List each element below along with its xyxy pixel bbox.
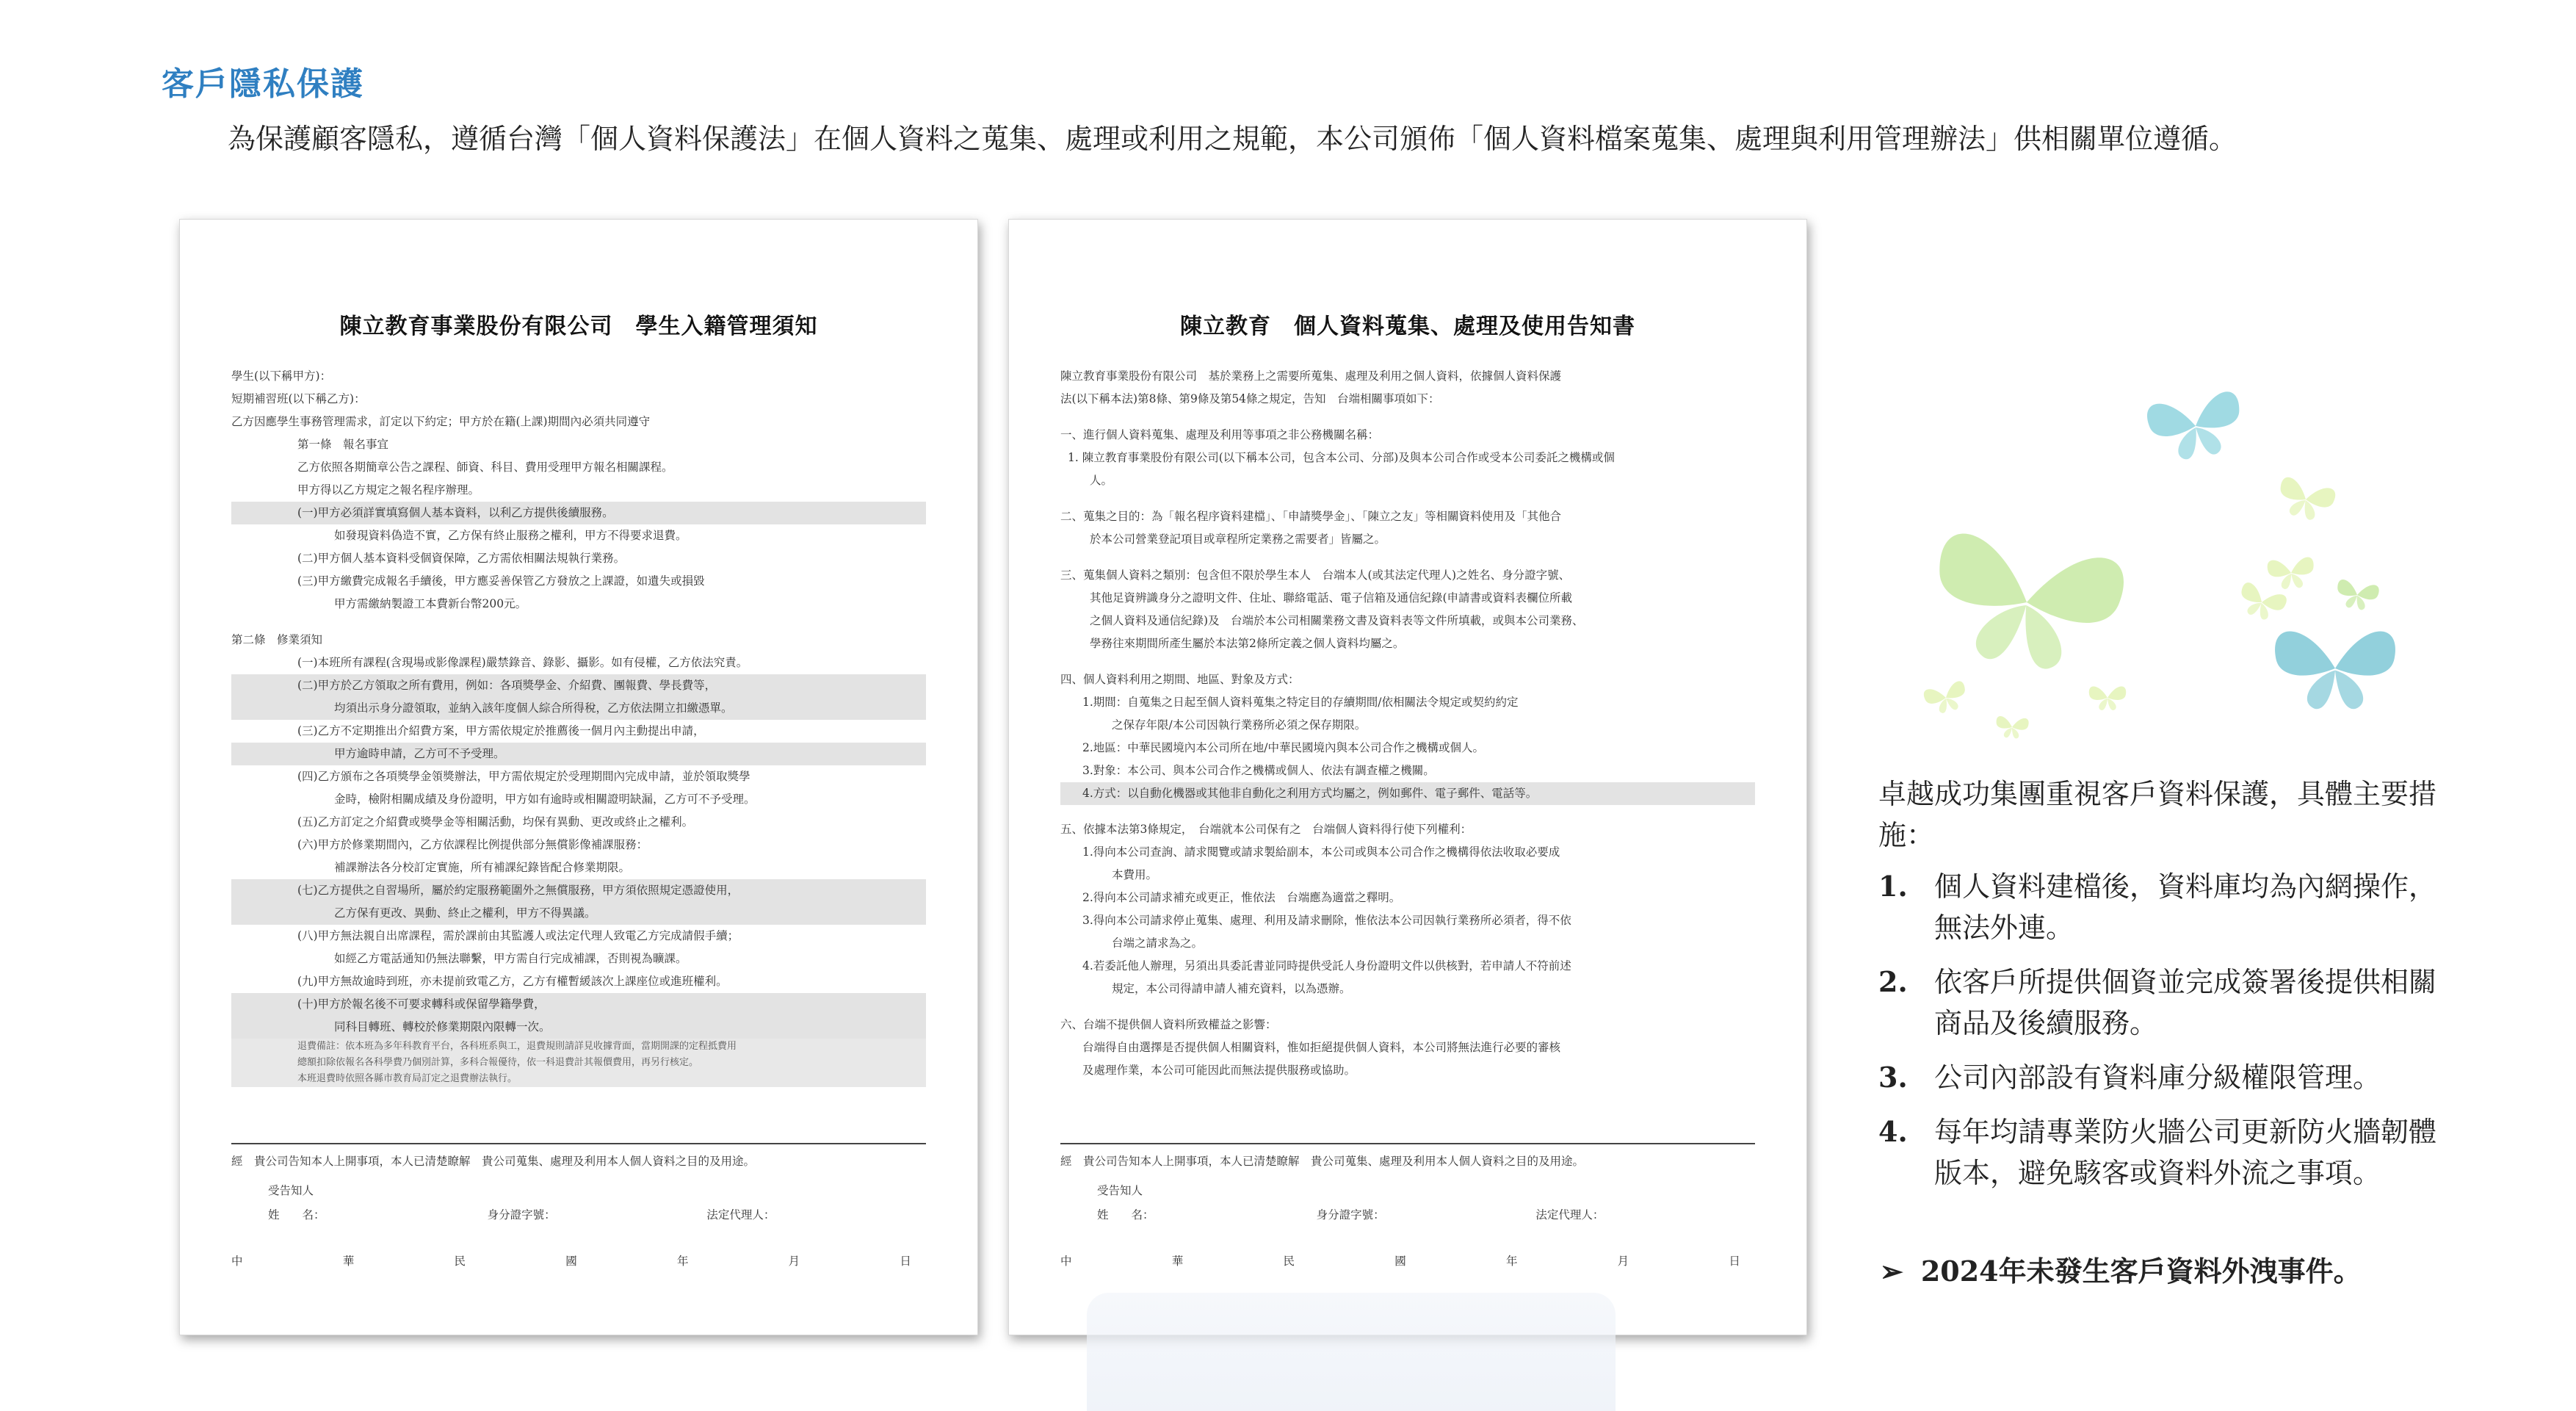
document-line: 2.地區：中華民國境內本公司所在地/中華民國境內與本公司合作之機構或個人。 — [1082, 741, 1485, 754]
signature-block — [231, 1143, 926, 1269]
document-line: (五)乙方訂定之介紹費或獎學金等相關活動，均保有異動、更改或終止之權利。 — [297, 815, 694, 829]
document-line: 台端之請求為之。 — [1112, 937, 1204, 950]
document-line: 3.得向本公司請求停止蒐集、處理、利用及請求刪除，惟依法本公司因執行業務所必須者，得不依 — [1082, 914, 1571, 927]
butterfly-icon — [1995, 716, 2029, 740]
butterfly-icon — [2145, 390, 2246, 465]
document-line: 人。 — [1090, 474, 1113, 487]
measure-text: 每年均請專業防火牆公司更新防火牆韌體版本，避免駭客或資料外流之事項。 — [1934, 1116, 2437, 1189]
document-line: 一、進行個人資料蒐集、處理及利用等事項之非公務機關名稱： — [1060, 428, 1380, 441]
document-line: 本費用。 — [1112, 868, 1158, 881]
measure-item — [1878, 1111, 2436, 1194]
measures-lead: 卓越成功集團重視客戶資料保護，具體主要措施： — [1878, 778, 2437, 851]
document-line: 之保存年限/本公司因執行業務所必須之保存期限。 — [1112, 718, 1367, 732]
document-line: 補課辦法各分校訂定實施，所有補課紀錄皆配合修業期限。 — [334, 861, 631, 874]
document-line: 陳立教育事業股份有限公司 基於業務上之需要所蒐集、處理及利用之個人資料，依據個人資料保護 — [1060, 369, 1562, 383]
agreement-text: 經 貴公司告知本人上開事項，本人已清楚瞭解 貴公司蒐集、處理及利用本人個人資料之目的及用途。 — [1060, 1155, 1585, 1168]
privacy-notice-document — [1008, 219, 1807, 1335]
date-label: 日 — [900, 1255, 911, 1268]
document-line: 均須出示身分證領取，並納入該年度個人綜合所得稅，乙方依法開立扣繳憑單。 — [231, 697, 926, 720]
date-label: 華 — [342, 1255, 355, 1268]
document-title: 陳立教育事業股份有限公司 學生入籍管理須知 — [339, 314, 818, 339]
measures-list — [1878, 866, 2436, 1194]
measure-text: 依客戶所提供個資並完成簽署後提供相關商品及後續服務。 — [1934, 966, 2437, 1039]
document-line: 第二條 修業須知 — [231, 633, 323, 646]
id-label: 身分證字號： — [1316, 1208, 1385, 1221]
measure-number: 3. — [1878, 1061, 1908, 1094]
document-line: 4.若委託他人辦理，另須出具委託書並同時提供受託人身份證明文件以供核對，若申請人不符前述 — [1082, 959, 1571, 972]
measure-item — [1878, 961, 2436, 1044]
document-line: 學務往來期間所產生屬於本法第2條所定義之個人資料均屬之。 — [1090, 637, 1405, 650]
measure-item — [1878, 1057, 2436, 1098]
document-line: 乙方依照各期簡章公告之課程、師資、科目、費用受理甲方報名相關課程。 — [297, 461, 673, 474]
measure-text: 個人資料建檔後，資料庫均為內網操作，無法外連。 — [1934, 870, 2437, 944]
document-line: 總額扣除依報名各科學費乃個別計算，多科合報優待，依一科退費計其報價費用，再另行核定。 — [231, 1055, 926, 1071]
date-label: 民 — [454, 1255, 466, 1268]
document-line: 短期補習班(以下稱乙方)： — [231, 392, 366, 405]
document-line: 同科目轉班、轉校於修業期限內限轉一次。 — [231, 1016, 926, 1039]
date-label: 月 — [788, 1255, 800, 1268]
section-title: 客戶隱私保護 — [162, 65, 364, 103]
date-label: 民 — [1283, 1255, 1295, 1268]
document-line: 六、台端不提供個人資料所致權益之影響： — [1060, 1018, 1277, 1031]
document-line: 乙方保有更改、異動、終止之權利，甲方不得異議。 — [231, 902, 926, 925]
incident-note-text: 2024年未發生客戶資料外洩事件。 — [1920, 1255, 2362, 1288]
document-body — [1060, 365, 1755, 1082]
document-line: 三、蒐集個人資料之類別：包含但不限於學生本人 台端本人(或其法定代理人)之姓名、身分證字號、 — [1060, 569, 1571, 582]
document-line: 1. 陳立教育事業股份有限公司(以下稱本公司，包含本公司、分部)及與本公司合作或受本公司委託之機構或個 — [1068, 451, 1615, 464]
document-line: 2.得向本公司請求補充或更正，惟依法 台端應為適當之釋明。 — [1082, 891, 1401, 904]
butterfly-icon — [1925, 530, 2128, 680]
document-line: (一)本班所有課程(含現場或影像課程)嚴禁錄音、錄影、攝影。如有侵權，乙方依法究責。 — [297, 656, 748, 669]
date-label: 日 — [1729, 1255, 1740, 1268]
document-line: 3.對象：本公司、與本公司合作之機構或個人、依法有調查權之機關。 — [1082, 764, 1435, 777]
butterfly-icon — [2267, 557, 2315, 591]
measure-number: 1. — [1878, 870, 1908, 903]
measure-number: 4. — [1878, 1115, 1908, 1148]
document-line: 1.得向本公司查詢、請求閱覽或請求製給副本，本公司或與本公司合作之機構得依法收取必要成 — [1082, 845, 1560, 859]
incident-note — [1880, 1249, 2362, 1289]
document-line: 1.期間：自蒐集之日起至個人資料蒐集之特定目的存續期間/依相關法令規定或契約約定 — [1082, 696, 1519, 709]
document-line: 甲方逾時申請，乙方可不予受理。 — [231, 743, 926, 765]
id-label: 身分證字號： — [487, 1208, 556, 1221]
document-body — [231, 365, 926, 1087]
document-line: 法(以下稱本法)第8條、第9條及第54條之規定，告知 台端相關事項如下： — [1060, 392, 1440, 405]
document-line: (八)甲方無法親自出席課程，需於課前由其監護人或法定代理人致電乙方完成請假手續； — [297, 929, 739, 942]
document-line: (一)甲方必須詳實填寫個人基本資料，以利乙方提供後續服務。 — [231, 502, 926, 524]
document-line: 如發現資料偽造不實，乙方保有終止服務之權利，甲方不得要求退費。 — [334, 529, 687, 542]
measure-text: 公司內部設有資料庫分級權限管理。 — [1934, 1061, 2381, 1094]
document-line: 規定，本公司得請申請人補充資料，以為憑辦。 — [1112, 982, 1351, 995]
date-label: 國 — [565, 1255, 577, 1268]
document-line: (九)甲方無故逾時到班，亦未提前致電乙方，乙方有權暫緩該次上課座位或進班權利。 — [297, 975, 728, 988]
name-label: 姓 名： — [268, 1208, 325, 1221]
intro-paragraph: 為保護顧客隱私，遵循台灣「個人資料保護法」在個人資料之蒐集、處理或利用之規範，本公司頒佈「個人資料檔案蒐集、處理與利用管理辦法」供相關單位遵循。 — [228, 123, 2237, 155]
date-label: 月 — [1617, 1255, 1629, 1268]
document-line: 五、依據本法第3條規定， 台端就本公司保有之 台端個人資料得行使下列權利： — [1060, 823, 1472, 836]
date-row — [231, 1252, 926, 1269]
date-label: 中 — [1060, 1255, 1072, 1268]
document-line: (四)乙方頒布之各項獎學金領獎辦法，甲方需依規定於受理期間內完成申請，並於領取獎學 — [297, 770, 750, 783]
document-line: (二)甲方個人基本資料受個資保障，乙方需依相關法規執行業務。 — [297, 552, 626, 565]
divider — [1060, 1143, 1755, 1144]
document-line: 本班退費時依照各縣市教育局訂定之退費辦法執行。 — [231, 1071, 926, 1087]
butterfly-icon — [2089, 686, 2126, 710]
measures-panel — [1878, 773, 2436, 1207]
butterfly-icon — [2235, 581, 2288, 625]
document-line: 乙方因應學生事務管理需求，訂定以下約定；甲方於在籍(上課)期間內必須共同遵守 — [231, 415, 651, 428]
document-line: 如經乙方電話通知仍無法聯繫，甲方需自行完成補課，否則視為曠課。 — [334, 952, 687, 965]
agreement-text: 經 貴公司告知本人上開事項，本人已清楚瞭解 貴公司蒐集、處理及利用本人個人資料之目的及用途。 — [231, 1155, 756, 1168]
measure-number: 2. — [1878, 965, 1908, 998]
decorative-background — [1087, 1293, 1616, 1411]
butterfly-icon — [2274, 476, 2337, 525]
document-line: 甲方得以乙方規定之報名程序辦理。 — [297, 483, 480, 497]
document-line: 二、蒐集之目的：為「報名程序資料建檔」、「申請獎學金」、「陳立之友」等相關資料使用及「其他合 — [1060, 510, 1562, 523]
document-line: 四、個人資料利用之期間、地區、對象及方式： — [1060, 673, 1300, 686]
date-label: 華 — [1171, 1255, 1184, 1268]
divider — [231, 1143, 926, 1144]
document-line: (六)甲方於修業期間內，乙方依課程比例提供部分無償影像補課服務： — [297, 838, 648, 851]
date-label: 年 — [1505, 1255, 1518, 1268]
butterfly-icon — [1922, 680, 1969, 717]
name-label: 姓 名： — [1097, 1208, 1154, 1221]
date-label: 中 — [231, 1255, 243, 1268]
document-line: (七)乙方提供之自習場所，屬於約定服務範圍外之無償服務，甲方須依照規定憑證使用， — [231, 879, 926, 902]
document-line: 台端得自由選擇是否提供個人相關資料，惟如拒絕提供個人資料，本公司將無法進行必要的審核 — [1082, 1041, 1561, 1054]
guardian-label: 法定代理人： — [1535, 1208, 1604, 1221]
document-line: (三)甲方繳費完成報名手續後，甲方應妥善保管乙方發放之上課證，如遺失或損毀 — [297, 574, 705, 588]
date-label: 國 — [1394, 1255, 1406, 1268]
butterfly-icon — [2334, 579, 2380, 613]
document-line: (十)甲方於報名後不可要求轉科或保留學籍學費， — [231, 993, 926, 1016]
guardian-label: 法定代理人： — [706, 1208, 775, 1221]
student-enrollment-document — [179, 219, 978, 1335]
document-line: 學生(以下稱甲方)： — [231, 369, 332, 383]
document-line: 及處理作業，本公司可能因此而無法提供服務或協助。 — [1082, 1064, 1356, 1077]
date-row — [1060, 1252, 1755, 1269]
signer-label: 受告知人 — [268, 1184, 314, 1197]
document-line: 其他足資辨識身分之證明文件、住址、聯絡電話、電子信箱及通信紀錄(申請書或資料表欄位所載 — [1090, 591, 1573, 605]
document-line: 甲方需繳納製證工本費新台幣200元。 — [334, 597, 527, 610]
document-line: 於本公司營業登記項目或章程所定業務之需要者」皆屬之。 — [1090, 533, 1386, 546]
document-line: 4.方式：以自動化機器或其他非自動化之利用方式均屬之，例如郵件、電子郵件、電話等。 — [1060, 782, 1755, 805]
measure-item — [1878, 866, 2436, 948]
date-label: 年 — [676, 1255, 689, 1268]
document-line: 金時，檢附相關成績及身份證明，甲方如有逾時或相關證明缺漏，乙方可不予受理。 — [334, 793, 756, 806]
document-line: (二)甲方於乙方領取之所有費用，例如：各項獎學金、介紹費、團報費、學長費等， — [231, 674, 926, 697]
document-line: 之個人資料及通信紀錄)及 台端於本公司相關業務文書及資料表等文件所填載，或與本公司業務、 — [1090, 614, 1584, 627]
document-line: 第一條 報名事宜 — [297, 438, 389, 451]
document-line: (三)乙方不定期推出介紹費方案，甲方需依規定於推薦後一個月內主動提出申請， — [297, 724, 705, 737]
document-title: 陳立教育 個人資料蒐集、處理及使用告知書 — [1180, 314, 1635, 339]
butterfly-icon — [2275, 631, 2395, 709]
butterfly-decoration — [1880, 360, 2438, 757]
document-line: 退費備註：依本班為多年科教育平台，各科班系與工，退費規則請詳見收據背面，當期開課的定程抵費用 — [231, 1039, 926, 1055]
arrow-bullet-icon: ➢ — [1880, 1255, 1903, 1288]
signature-block — [1060, 1143, 1755, 1269]
signer-label: 受告知人 — [1097, 1184, 1143, 1197]
